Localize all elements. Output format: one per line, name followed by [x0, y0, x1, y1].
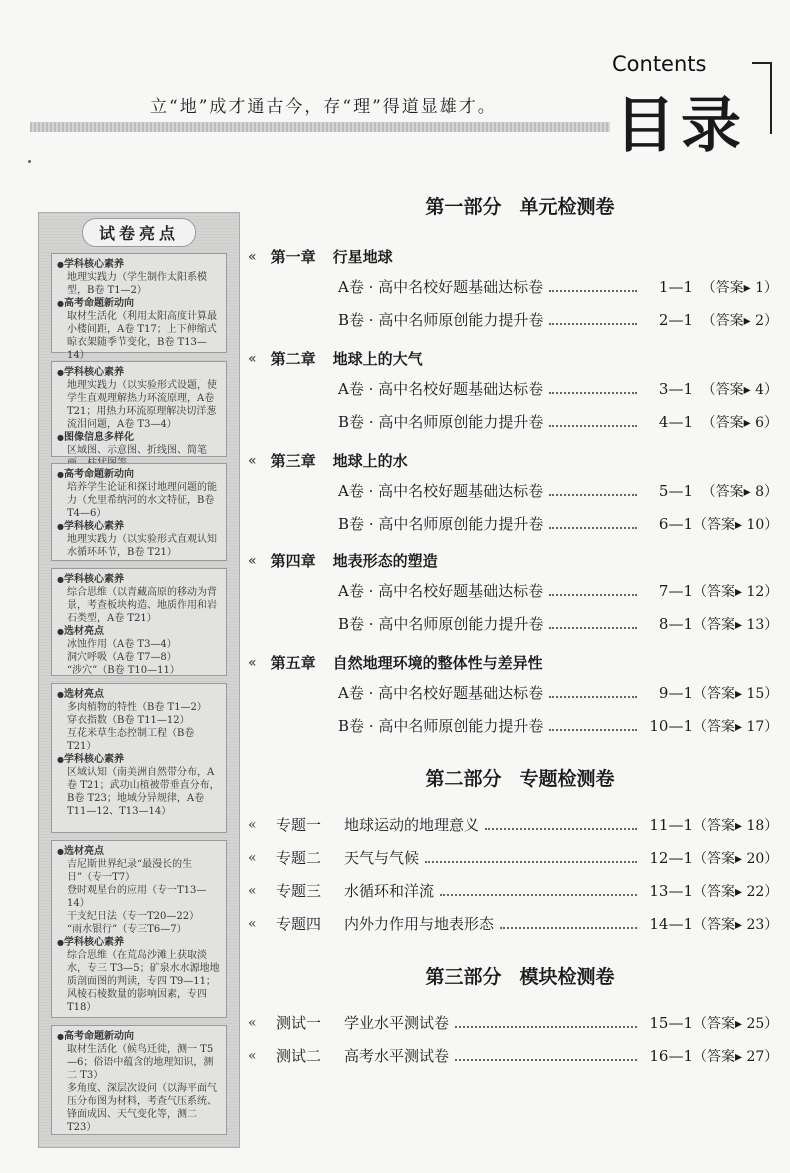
chapter-number: 第四章: [270, 552, 316, 570]
leader-dots: [455, 1026, 637, 1028]
chapter-heading[interactable]: [248, 246, 393, 267]
leader-dots: [549, 323, 637, 325]
chapter-title: 自然地理环境的整体性与差异性: [332, 654, 543, 672]
answer-page: （答案▸ 10）: [693, 516, 779, 533]
topic-title: 地球运动的地理意义: [344, 816, 480, 834]
page-number: 12—1: [649, 848, 693, 867]
toc-entry[interactable]: [338, 411, 778, 432]
highlight-heading: ● 学科核心素养: [57, 520, 221, 533]
highlight-heading: ● 学科核心素养: [57, 573, 221, 586]
sidebar-header: [49, 217, 229, 247]
part-number: 第三部分: [425, 966, 502, 988]
test-row[interactable]: [248, 1045, 778, 1066]
entry-title: A卷 · 高中名校好题基础达标卷: [338, 380, 544, 398]
header-rule: [30, 122, 610, 132]
highlight-text: 区域认知（南美洲自然带分布，A卷 T21；武功山植被带垂直分布，B卷 T23；地域分异规律，A卷 T11—12、T13—14）: [67, 767, 220, 817]
part-title: 专题检测卷: [519, 768, 615, 790]
chapter-heading[interactable]: [248, 652, 543, 673]
chevron-icon: «: [248, 1047, 257, 1064]
chapter-heading[interactable]: [248, 450, 408, 471]
chapter-number: 第五章: [270, 654, 316, 672]
highlight-text: 综合思维（以青藏高原的移动为背景，考查板块构造、地质作用和岩石类型，A卷 T21）: [67, 587, 217, 624]
topic-row[interactable]: [248, 880, 778, 901]
leader-dots: [485, 828, 637, 830]
page-number: 14—1: [649, 914, 693, 933]
highlight-heading: ● 图像信息多样化: [57, 431, 221, 444]
toc-entry[interactable]: [338, 682, 778, 703]
topic-title: 高考水平测试卷: [344, 1047, 450, 1065]
leader-dots: [440, 894, 637, 896]
chevron-icon: «: [248, 452, 257, 469]
leader-dots: [549, 494, 637, 496]
topic-title: 天气与气候: [344, 849, 420, 867]
test-row[interactable]: [248, 1012, 778, 1033]
page-number: 9—1: [658, 683, 693, 702]
highlight-text: 培养学生论证和探讨地理问题的能力（允里希纳河的水文特征，B卷 T4—6）: [67, 482, 218, 519]
entry-title: A卷 · 高中名校好题基础达标卷: [338, 482, 544, 500]
highlight-heading: ● 高考命题新动向: [57, 1030, 221, 1043]
entry-title: B卷 · 高中名师原创能力提升卷: [338, 717, 544, 735]
answer-page: （答案▸ 4）: [701, 381, 778, 398]
chevron-icon: «: [248, 849, 257, 866]
chapter-title: 行星地球: [332, 248, 393, 266]
answer-page: （答案▸ 8）: [701, 483, 778, 500]
highlight-text: 区域图、示意图、折线图、简笔: [67, 445, 207, 456]
page-number: 11—1: [649, 815, 693, 834]
page-number: 13—1: [649, 881, 693, 900]
page-number: 8—1: [658, 614, 693, 633]
answer-page: （答案▸ 15）: [693, 685, 779, 702]
topic-row[interactable]: [248, 814, 778, 835]
topic-title: 内外力作用与地表形态: [344, 915, 495, 933]
highlight-box: [51, 683, 227, 833]
toc-entry[interactable]: [338, 480, 778, 501]
answer-page: （答案▸ 25）: [693, 1015, 779, 1032]
chevron-icon: «: [248, 552, 257, 569]
chapter-number: 第三章: [270, 452, 316, 470]
entry-title: B卷 · 高中名师原创能力提升卷: [338, 615, 544, 633]
answer-page: （答案▸ 17）: [693, 718, 779, 735]
chevron-icon: «: [248, 915, 257, 932]
toc-entry[interactable]: [338, 378, 778, 399]
chevron-icon: «: [248, 654, 257, 671]
topic-row[interactable]: [248, 847, 778, 868]
highlight-text: 综合思维（在荒岛沙滩上获取淡水，专三 T3—5；矿泉水水源地地质剖面图的判读，专四 T9—11；风棱石棱数量的影响因素，专四 T18）: [67, 950, 220, 1013]
part-number: 第一部分: [425, 196, 502, 218]
part-title: 模块检测卷: [519, 966, 615, 988]
chevron-icon: «: [248, 816, 257, 833]
highlight-box: [51, 463, 227, 561]
topic-title: 学业水平测试卷: [344, 1014, 450, 1032]
highlight-heading: ● 学科核心素养: [57, 258, 221, 271]
highlight-heading: ● 学科核心素养: [57, 936, 221, 949]
part-title: 单元检测卷: [519, 196, 615, 218]
chevron-icon: «: [248, 882, 257, 899]
entry-title: A卷 · 高中名校好题基础达标卷: [338, 684, 544, 702]
leader-dots: [549, 527, 637, 529]
leader-dots: [549, 627, 637, 629]
chapter-heading[interactable]: [248, 550, 438, 571]
chapter-number: 第一章: [270, 248, 316, 266]
leader-dots: [549, 392, 637, 394]
part-number: 第二部分: [425, 768, 502, 790]
contents-label: Contents: [612, 52, 707, 76]
leader-dots: [549, 696, 637, 698]
page-number: 4—1: [658, 412, 693, 431]
leader-dots: [425, 861, 637, 863]
margin-dot: [28, 160, 31, 163]
answer-page: （答案▸ 12）: [693, 583, 779, 600]
page-number: 5—1: [658, 481, 693, 500]
highlight-heading: ● 高考命题新动向: [57, 297, 221, 310]
page-number: 2—1: [658, 310, 693, 329]
highlight-text: 地理实践力（以实验形式直观认知水循环环节，B卷 T21）: [67, 534, 217, 558]
entry-title: A卷 · 高中名校好题基础达标卷: [338, 582, 544, 600]
page-number: 10—1: [649, 716, 693, 735]
highlight-heading: ● 选材亮点: [57, 845, 221, 858]
part-three-heading: [310, 962, 730, 989]
answer-page: （答案▸ 13）: [693, 616, 779, 633]
toc-entry[interactable]: [338, 580, 778, 601]
highlight-text: 取材生活化（候鸟迁徙，测一 T5—6；俗语中蕴含的地理知识，测二 T3） 多角度、深层次设问（以海平面气压分布图为材料，考查气压系统、锋面成因、天气变化等，测二 T23）: [67, 1044, 217, 1133]
chevron-icon: «: [248, 248, 257, 265]
leader-dots: [549, 290, 637, 292]
toc-entry[interactable]: [338, 513, 778, 534]
answer-page: （答案▸ 27）: [693, 1048, 779, 1065]
toc-entry[interactable]: [338, 276, 778, 297]
highlight-box: [51, 361, 227, 457]
highlight-heading: ● 高考命题新动向: [57, 468, 221, 481]
topic-number: 专题四: [276, 915, 322, 933]
leader-dots: [549, 594, 637, 596]
page-title: 目录: [615, 91, 747, 161]
chapter-number: 第二章: [270, 350, 316, 368]
highlight-box: [51, 568, 227, 676]
page-number: 16—1: [649, 1046, 693, 1065]
highlight-heading: ● 学科核心素养: [57, 366, 221, 379]
page-number: 3—1: [658, 379, 693, 398]
leader-dots: [455, 1059, 637, 1061]
topic-number: 测试二: [276, 1047, 322, 1065]
highlight-text: 多肉植物的特性（B卷 T1—2） 穿衣指数（B卷 T11—12） 互花米草生态控制工程（B卷 T21）: [67, 702, 207, 752]
highlight-heading: ● 选材亮点: [57, 688, 221, 701]
chevron-icon: «: [248, 1014, 257, 1031]
highlight-heading: ● 选材亮点: [57, 625, 221, 638]
highlight-text: 地理实践力（以实验形式设题，使学生直观理解热力环流原理，A卷 T21；用热力环流原理解决切洋葱流泪问题，A卷 T3—4）: [67, 380, 218, 430]
answer-page: （答案▸ 18）: [693, 817, 779, 834]
topic-number: 专题二: [276, 849, 322, 867]
chapter-heading[interactable]: [248, 348, 423, 369]
highlight-text: 地理实践力（学生制作太阳系模型，B卷 T1—2）: [67, 272, 207, 296]
entry-title: A卷 · 高中名校好题基础达标卷: [338, 278, 544, 296]
highlight-box: [51, 840, 227, 1018]
topic-row[interactable]: [248, 913, 778, 934]
entry-title: B卷 · 高中名师原创能力提升卷: [338, 413, 544, 431]
highlight-text: 吉尼斯世界纪录“最漫长的生日”（专一T7） 登时观星台的应用（专一T13—14） 干支纪日法（专一T20—22） “雨水银行”（专三T6—7）: [67, 859, 207, 935]
answer-page: （答案▸ 2）: [701, 312, 778, 329]
leader-dots: [500, 927, 637, 929]
highlights-sidebar: [38, 212, 240, 1148]
chapter-title: 地球上的水: [332, 452, 408, 470]
topic-title: 水循环和洋流: [344, 882, 435, 900]
answer-page: （答案▸ 20）: [693, 850, 779, 867]
chapter-title: 地表形态的塑造: [332, 552, 438, 570]
page-number: 7—1: [658, 581, 693, 600]
entry-title: B卷 · 高中名师原创能力提升卷: [338, 311, 544, 329]
topic-number: 测试一: [276, 1014, 322, 1032]
topic-number: 专题一: [276, 816, 322, 834]
page-number: 15—1: [649, 1013, 693, 1032]
highlight-text: 冰蚀作用（A卷 T3—4） 洞穴呼吸（A卷 T7—8） “涉穴”（B卷 T10—11）: [67, 639, 180, 676]
highlight-box: [51, 1025, 227, 1135]
chevron-icon: «: [248, 350, 257, 367]
header-motto: 立“地”成才通古今，存“理”得道显雄才。: [150, 97, 497, 117]
leader-dots: [549, 729, 637, 731]
title-bracket: [752, 62, 772, 134]
answer-page: （答案▸ 6）: [701, 414, 778, 431]
entry-title: B卷 · 高中名师原创能力提升卷: [338, 515, 544, 533]
highlight-text: 取材生活化（利用太阳高度计算最小楼间距，A卷 T17；上下伸缩式晾衣架随季节变化，B卷 T13—14）: [67, 311, 217, 361]
toc-entry[interactable]: [338, 613, 778, 634]
leader-dots: [549, 425, 637, 427]
answer-page: （答案▸ 1）: [701, 279, 778, 296]
answer-page: （答案▸ 22）: [693, 883, 779, 900]
page-number: 1—1: [658, 277, 693, 296]
page-number: 6—1: [658, 514, 693, 533]
topic-number: 专题三: [276, 882, 322, 900]
highlight-box: [51, 253, 227, 361]
toc-entry[interactable]: [338, 309, 778, 330]
part-two-heading: [310, 764, 730, 791]
toc-entry[interactable]: [338, 715, 778, 736]
part-one-heading: [310, 192, 730, 219]
answer-page: （答案▸ 23）: [693, 916, 779, 933]
chapter-title: 地球上的大气: [332, 350, 423, 368]
highlight-heading: ● 学科核心素养: [57, 753, 221, 766]
sidebar-title: 试卷亮点: [82, 218, 196, 247]
